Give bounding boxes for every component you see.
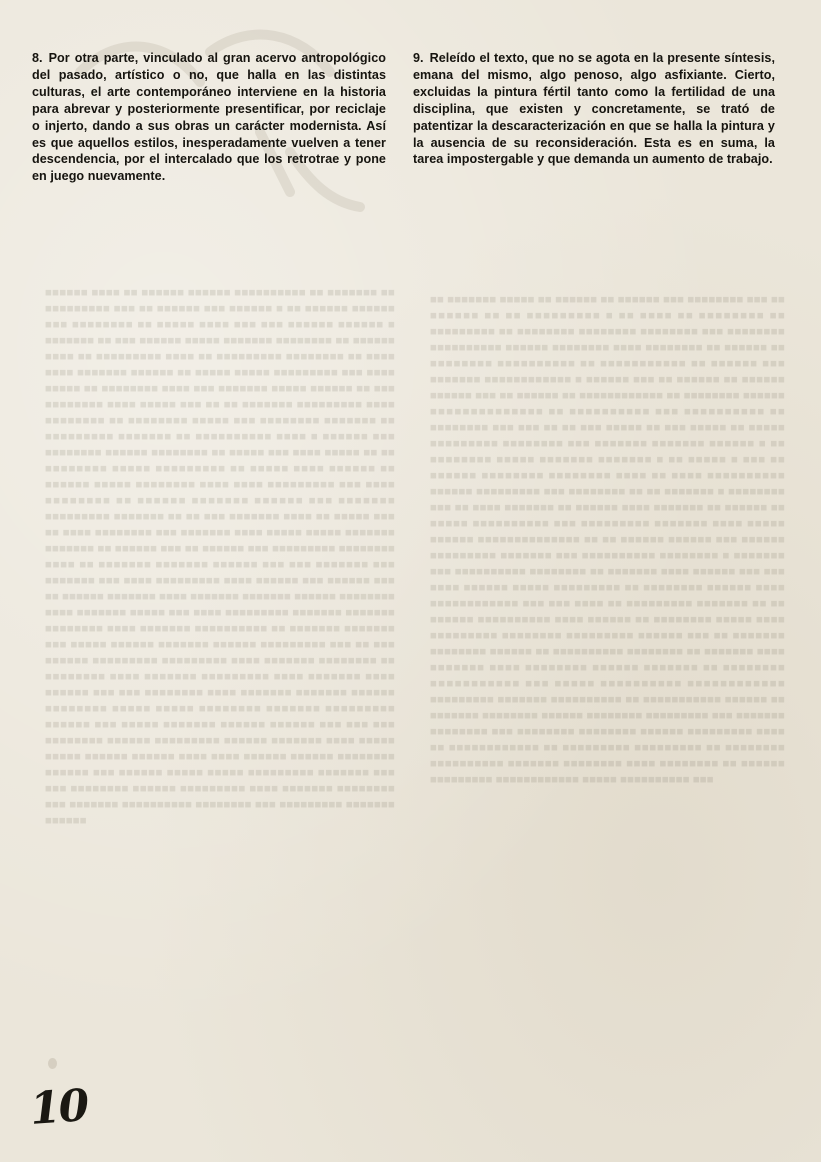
paragraph-8 xyxy=(32,50,386,185)
paragraph-9 xyxy=(413,50,775,168)
paragraph-number-9: 9. xyxy=(413,51,424,65)
bleed-through-right-column: ■■ ■■■■■■■ ■■■■■ ■■ ■■■■■■ ■■ ■■■■■■ ■■■ ■■■■■■■■ ■■■ ■■ ■■■■■■ ■■ ■■ ■■■■■■■■■ ■ ■■ ■■■■ ■■ ■■■■■■■■ ■■ ■■■■■■■■■ ■■ ■■■■■■■■ ■■■■■■■■ ■■■■■■■■ ■■■ ■■■■■■■■ ■■■■■■■■■■ ■■■■■■ ■■■■■■■■ ■■■■ ■■■■■■■■ ■■ ■■■■■■ ■■ ■■■■■■■■ ■■■■■■■■■■ ■■ ■■■■■■■■■■■ ■■ ■■■■■■ ■■■ ■■■■■■■ ■■■■■■■■■■■■ ■ ■■■■■■ ■■■ ■■ ■■■■■■ ■■ ■■■■■■ ■■■■■■ ■■■ ■■ ■■■■■■ ■■ ■■■■■■■■■■■■ ■■ ■■■■■■■■ ■■■■■■ ■■■■■■■■■■■■■■ ■■ ■■■■■■■■■■ ■■■ ■■■■■■■■■■ ■■ ■■■■■■■■ ■■■ ■■■ ■■ ■■ ■■■ ■■■■■ ■■ ■■■ ■■■■■ ■■ ■■■■■ ■■■■■■■■■ ■■■■■■■■ ■■■ ■■■■■■■ ■■■■■■■ ■■■■■■ ■ ■■ ■■■■■■■■ ■■■■■ ■■■■■■■ ■■■■■■■ ■ ■■ ■■■■■ ■ ■■■ ■■ ■■■■■■ ■■■■■■■■ ■■■■■■■■ ■■■■ ■■ ■■■■ ■■■■■■■■■■ ■■■■■■ ■■■■■■■■■ ■■■ ■■■■■■■■ ■■ ■■ ■■■■■■■ ■ ■■■■■■■■ ■■■ ■■ ■■■■ ■■■■■■■ ■■ ■■■■■■ ■■■■ ■■■■■■■ ■■ ■■■■■■ ■■ ■■■■■ ■■■■■■■■■■ ■■■ ■■■■■■■■■ ■■■■■■■ ■■■■ ■■■■■ ■■■■■■ ■■■■■■■■■■■■■■ ■■ ■■ ■■■■■■ ■■■■■■ ■■■ ■■■■■■ ■■■■■■■■■ ■■■■■■■ ■■■ ■■■■■■■■■■ ■■■■■■■■ ■ ■■■■■■■ ■■■ ■■■■■■■■■■ ■■■■■■■■ ■■ ■■■■■■■ ■■■■ ■■■■■■ ■■■ ■■■ ■■■■ ■■■■■■ ■■■■■ ■■■■■■■■■ ■■ ■■■■■■■■ ■■■■■■ ■■■■ ■■■■■■■■■■■■ ■■■ ■■■ ■■■■ ■■ ■■■■■■■■■ ■■■■■■■ ■■ ■■ ■■■■■■ ■■■■■■■■■■ ■■■■ ■■■■■■ ■■ ■■■■■■■■ ■■■■■ ■■■■ ■■■■■■■■■ ■■■■■■■■ ■■■■■■■■■ ■■■■■■ ■■■ ■■ ■■■■■■■ ■■■■■■■■ ■■■■■■ ■■ ■■■■■■■■■■ ■■■■■■■■ ■■ ■■■■■■■ ■■■■ ■■■■■■■ ■■■■ ■■■■■■■■ ■■■■■■ ■■■■■■■ ■■ ■■■■■■■■ ■■■■■■■■■■■ ■■■ ■■■■■ ■■■■■■■■■■ ■■■■■■■■■■■■ ■■■■■■■■■ ■■■■■■■ ■■■■■■■■■■ ■■ ■■■■■■■■■■■ ■■■■■■ ■■ ■■■■■■■ ■■■■■■■■ ■■■■■■ ■■■■■■■■ ■■■■■■■■■ ■■■ ■■■■■■■ ■■■■■■■■ ■■■ ■■■■■■■■ ■■■■■■■■ ■■■■■■ ■■■■■■■■■ ■■■■ ■■ ■■■■■■■■■■■■ ■■ ■■■■■■■■■ ■■■■■■■■■ ■■ ■■■■■■■■ ■■■■■■■■■■ ■■■■■■■ ■■■■■■■■ ■■■■ ■■■■■■■■ ■■ ■■■■■■ ■■■■■■■■■ ■■■■■■■■■■■■ ■■■■■ ■■■■■■■■■■ ■■■ xyxy=(430,294,785,786)
ink-smudge-mark xyxy=(48,1058,57,1069)
page-number: 10 xyxy=(28,1080,89,1135)
paragraph-8-text: Por otra parte, vinculado al gran acervo antropológico del pasado, artístico o no, que halla en las distintas culturas, el arte contemporáneo interviene en la historia para abrevar y posteriormente presentificar, por reciclaje o injerto, dando a sus obras un carácter modernista. Así es que aquellos estilos, inesperadamente vuelven a tener descendencia, por el intercalado que los retrotrae y pone en juego nuevamente. xyxy=(32,51,386,184)
paragraph-9-text: Releído el texto, que no se agota en la presente síntesis, emana del mismo, algo penoso, algo asfixiante. Cierto, excluidas la pintura fértil tanto como la fertilidad de una disciplina, que existen y concretamente, se trató de patentizar la descaracterización en que se halla la pintura y la ausencia de su reconsideración. Esta es en suma, la tarea impostergable y que demanda un aumento de trabajo. xyxy=(413,51,775,167)
paragraph-number-8: 8. xyxy=(32,51,43,65)
bleed-through-left-column: ■■■■■■ ■■■■ ■■ ■■■■■■ ■■■■■■ ■■■■■■■■■■ ■■ ■■■■■■■ ■■ ■■■■■■■■■ ■■■ ■■ ■■■■■■ ■■■ ■■■■■■ ■ ■■ ■■■■■■ ■■■■■■ ■■■ ■■■■■■■■ ■■ ■■■■■ ■■■■ ■■■ ■■■ ■■■■■■ ■■■■■■ ■ ■■■■■■■ ■■ ■■■ ■■■■■■ ■■■■■ ■■■■■■■ ■■■■■■■■ ■■ ■■■■■■ ■■■■ ■■ ■■■■■■■■■ ■■■■ ■■ ■■■■■■■■■ ■■■■■■■■ ■■ ■■■■ ■■■■ ■■■■■■■ ■■■■■■ ■■ ■■■■■ ■■■■■ ■■■■■■■■■ ■■■ ■■■■ ■■■■■ ■■ ■■■■■■■■ ■■■■ ■■■ ■■■■■■■ ■■■■■ ■■■■■■ ■■ ■■■ ■■■■■■■■ ■■■■ ■■■■■ ■■■ ■■ ■■ ■■■■■■■ ■■■■■■■■■ ■■■■ ■■■■■■■■ ■■ ■■■■■■■■ ■■■■■ ■■■ ■■■■■■■■ ■■■■■■■ ■■ ■■■■■■■■■ ■■■■■■■ ■■ ■■■■■■■■■■ ■■■■ ■ ■■■■■■ ■■■ ■■■■■■■■ ■■■■■■ ■■■■■■■■ ■■ ■■■■■ ■■■ ■■■■ ■■■■■ ■■ ■■ ■■■■■■■■ ■■■■■ ■■■■■■■■■ ■■ ■■■■■ ■■■■ ■■■■■■ ■■ ■■■■■■ ■■■■■ ■■■■■■■■ ■■■■ ■■■■ ■■■■■■■■■ ■■■ ■■■■ ■■■■■■■■ ■■ ■■■■■■ ■■■■■■■ ■■■■■■ ■■■ ■■■■■■■ ■■■■■■■■■ ■■■■■■■ ■■ ■■ ■■■ ■■■■■■■ ■■■■ ■■ ■■■■■ ■■■ ■■ ■■■■ ■■■■■■■■ ■■■ ■■■■■■■ ■■■■ ■■■■■ ■■■■■ ■■■■■■■ ■■■■■■■ ■■ ■■■■■■ ■■■ ■■ ■■■■■■ ■■■ ■■■■■■■■■ ■■■■■■■■ ■■■■ ■■ ■■■■■■■ ■■■■■■■ ■■■■■■ ■■■ ■■■ ■■■■■■■ ■■■ ■■■■■■■ ■■■ ■■■■ ■■■■■■■■■ ■■■■ ■■■■■■ ■■■ ■■■■■■ ■■■ ■■ ■■■■■■ ■■■■■■■ ■■■■ ■■■■■■■ ■■■■■■■ ■■■■■■ ■■■■■■■■ ■■■■ ■■■■■■■ ■■■■■ ■■■ ■■■■ ■■■■■■■■■ ■■■■■■■ ■■■■■■■ ■■■■■■■■ ■■■■ ■■■■■■■ ■■■■■■■■■■ ■■ ■■■■■■■ ■■■■■■■ ■■■ ■■■■■ ■■■■■■ ■■■■■■■ ■■■■■■ ■■■■■■■■■ ■■■ ■■ ■■■ ■■■■■■ ■■■■■■■■■ ■■■■■■■■■ ■■■■ ■■■■■■■ ■■■■■■■■ ■■ ■■■■■■■■ ■■■■ ■■■■■■■ ■■■■■■■■■ ■■■■ ■■■■■■■ ■■■■ ■■■■■■ ■■■ ■■■ ■■■■■■■■ ■■■■ ■■■■■■■ ■■■■■■■ ■■■■■■ ■■■■■■■■ ■■■■■ ■■■■■ ■■■■■■■■ ■■■■■■■ ■■■■■■■■■ ■■■■■■ ■■■ ■■■■■ ■■■■■■■ ■■■■■■ ■■■■■■ ■■■ ■■■ ■■■ ■■■■■■■■ ■■■■■■ ■■■■■■■■■ ■■■■■■ ■■■■■■■ ■■■■ ■■■■■ ■■■■■ ■■■■■■ ■■■■■■ ■■■■ ■■■■ ■■■■■■ ■■■■■■ ■■■■■■■■ ■■■■■■ ■■■ ■■■■■■ ■■■■■ ■■■■■ ■■■■■■■■■ ■■■■■■■ ■■■ ■■■ ■■■■■■■■ ■■■■■■ ■■■■■■■■■ ■■■■ ■■■■■■■ ■■■■■■■■ ■■■ ■■■■■■■ ■■■■■■■■■■ ■■■■■■■■ ■■■ ■■■■■■■■■ ■■■■■■■ ■■■■■■ xyxy=(45,287,395,827)
